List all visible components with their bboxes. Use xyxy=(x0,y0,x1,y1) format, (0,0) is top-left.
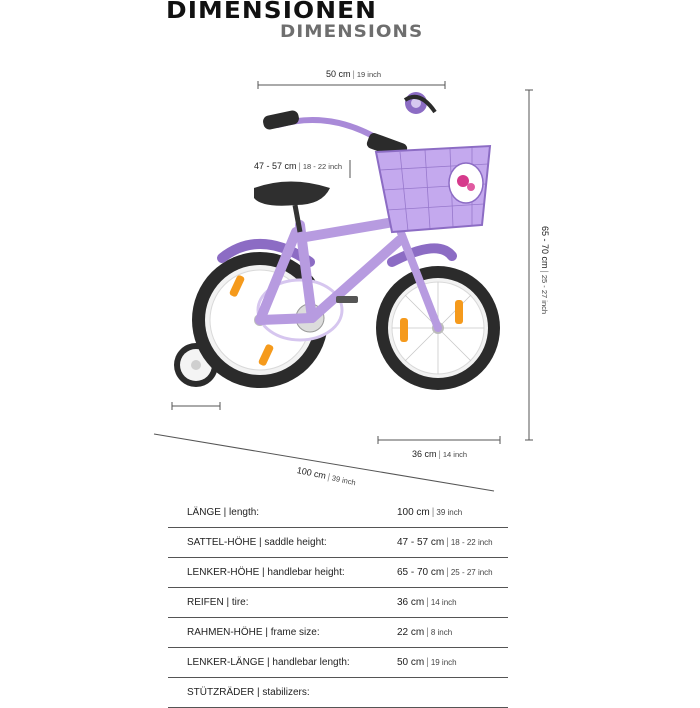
spec-label: LENKER-HÖHE | handlebar height: xyxy=(168,558,373,588)
specs-table xyxy=(168,498,508,708)
saddle xyxy=(254,182,330,206)
dim-label-length: 100 cm|39 inch xyxy=(295,465,357,488)
spec-value: 50 cm | 19 inch xyxy=(373,648,508,678)
dim-label-top-width: 50 cm | 19 inch xyxy=(326,69,382,79)
table-row xyxy=(168,678,508,708)
dim-line-length xyxy=(154,434,494,491)
front-fender xyxy=(392,248,452,262)
spec-label: LÄNGE | length: xyxy=(168,498,373,528)
spec-value: 22 cm | 8 inch xyxy=(373,618,508,648)
pedal xyxy=(336,296,358,303)
basket xyxy=(376,146,490,232)
spec-value: 36 cm | 14 inch xyxy=(373,588,508,618)
dim-label-saddle-height: 47 - 57 cm | 18 - 22 inch xyxy=(254,161,343,171)
page-title: DIMENSIONEN xyxy=(166,0,378,24)
spec-label: REIFEN | tire: xyxy=(168,588,373,618)
page-subtitle: DIMENSIONS xyxy=(280,22,424,42)
table-row xyxy=(168,558,508,588)
spec-label: RAHMEN-HÖHE | frame size: xyxy=(168,618,373,648)
spec-value xyxy=(373,678,508,708)
table-row xyxy=(168,648,508,678)
spec-label: SATTEL-HÖHE | saddle height: xyxy=(168,528,373,558)
spec-value: 47 - 57 cm | 18 - 22 inch xyxy=(373,528,508,558)
spec-value: 100 cm | 39 inch xyxy=(373,498,508,528)
table-row xyxy=(168,498,508,528)
spec-label: LENKER-LÄNGE | handlebar length: xyxy=(168,648,373,678)
table-row xyxy=(168,588,508,618)
dim-label-total-height: 65 - 70 cm|25 - 27 inch xyxy=(540,226,550,315)
spec-label: STÜTZRÄDER | stabilizers: xyxy=(168,678,373,708)
table-row xyxy=(168,528,508,558)
dim-label-tire: 36 cm | 14 inch xyxy=(412,449,468,459)
spec-value: 65 - 70 cm | 25 - 27 inch xyxy=(373,558,508,588)
table-row xyxy=(168,618,508,648)
